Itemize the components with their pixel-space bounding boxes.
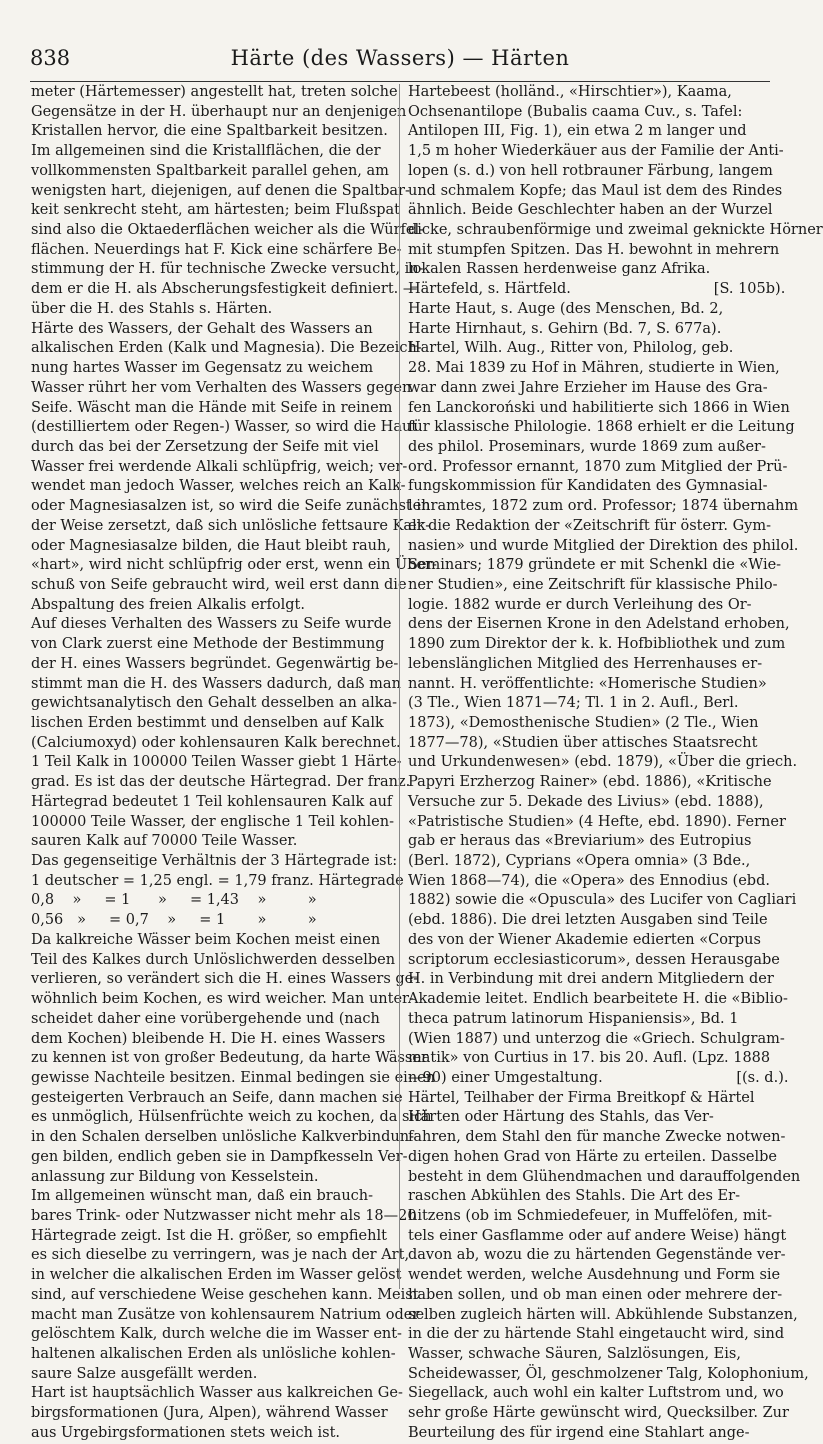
- text-line: fen Lanckoroński und habilitierte sich 1866 in Wien: [408, 399, 790, 416]
- text-line: (Berl. 1872), Cyprians «Opera omnia» (3 Bde.,: [408, 853, 751, 870]
- text-line: Härtegrad bedeutet 1 Teil kohlensauren Kalk auf: [31, 793, 393, 810]
- text-line: digen hohen Grad von Härte zu erteilen. Dasselbe: [408, 1148, 777, 1165]
- text-line: wenigsten hart, diejenigen, auf denen die Spaltbar-: [31, 182, 410, 199]
- text-line: lopen (s. d.) von hell rotbrauner Färbung, langem: [408, 162, 773, 179]
- text-line: ord. Professor ernannt, 1870 zum Mitglied der Prü-: [408, 458, 788, 475]
- text-line: Gegensätze in der H. überhaupt nur an denjenigen: [31, 103, 407, 120]
- text-line: «hart», wird nicht schlüpfrig oder erst, wenn ein Über-: [31, 557, 437, 574]
- text-line: und Urkundenwesen» (ebd. 1879), «Über die griech.: [408, 754, 798, 771]
- text-line: fungskommission für Kandidaten des Gymnasial-: [408, 478, 768, 495]
- text-line: theca patrum latinorum Hispaniensis», Bd. 1: [408, 1010, 739, 1027]
- text-line: in die der zu härtende Stahl eingetaucht wird, sind: [408, 1326, 785, 1343]
- text-line: des von der Wiener Akademie edierten «Corpus: [408, 931, 761, 948]
- text-line: schuß von Seife gebraucht wird, weil erst dann die: [31, 576, 407, 593]
- text-line: 1882) sowie die «Opuscula» des Lucifer von Cagliari: [408, 892, 797, 909]
- text-line: sind, auf verschiedene Weise geschehen kann. Meist: [31, 1286, 419, 1303]
- text-line: selben zugleich härten will. Abkühlende Substanzen,: [408, 1306, 798, 1323]
- text-line: vollkommensten Spaltbarkeit parallel gehen, am: [31, 162, 389, 179]
- text-line: (ebd. 1886). Die drei letzten Ausgaben sind Teile: [408, 912, 768, 929]
- text-line: Antilopen III, Fig. 1), ein etwa 2 m langer und: [408, 123, 747, 140]
- text-line: gesteigerten Verbrauch an Seife, dann machen sie: [31, 1089, 403, 1106]
- text-line: stimmung der H. für technische Zwecke versucht, in-: [31, 261, 424, 278]
- text-line: sehr große Härte gewünscht wird, Quecksilber. Zur: [408, 1405, 789, 1422]
- text-line: gewichtsanalytisch den Gehalt desselben an alka-: [31, 695, 398, 712]
- left-column: [31, 83, 437, 1444]
- text-line: lokalen Rassen herdenweise ganz Afrika.: [408, 261, 711, 278]
- text-line: mit stumpfen Spitzen. Das H. bewohnt in mehrern: [408, 241, 780, 258]
- text-line: haltenen alkalischen Erden als unlösliche kohlen-: [31, 1346, 396, 1362]
- text-line: (Wien 1887) und unterzog die «Griech. Schulgram-: [408, 1030, 785, 1047]
- page-number: 838: [30, 46, 71, 70]
- text-line: (destilliertem oder Regen-) Wasser, so wird die Haut: [31, 419, 418, 436]
- text-line: in den Schalen derselben unlösliche Kalkverbindun-: [31, 1129, 414, 1146]
- text-line: dem er die H. als Abscherungsfestigkeit definiert. —: [31, 281, 418, 298]
- text-line: dicke, schraubenförmige und zweimal geknickte Hörner: [408, 222, 823, 239]
- text-line: Abspaltung des freien Alkalis erfolgt.: [31, 596, 305, 613]
- text-line: Wasser frei werdende Alkali schlüpfrig, weich; ver-: [31, 458, 408, 475]
- text-line: Seife. Wäscht man die Hände mit Seife in reinem: [31, 399, 393, 416]
- text-line: Im allgemeinen sind die Kristallflächen, die der: [31, 143, 381, 160]
- text-line: oder Magnesiasalze bilden, die Haut bleibt rauh,: [31, 537, 391, 554]
- text-line: Hartel, Wilh. Aug., Ritter von, Philolog, geb.: [408, 340, 734, 357]
- text-line: Akademie leitet. Endlich bearbeitete H. die «Biblio-: [408, 991, 788, 1008]
- text-line: wendet man jedoch Wasser, welches reich an Kalk-: [31, 478, 406, 495]
- text-line: von Clark zuerst eine Methode der Bestimmung: [31, 636, 385, 653]
- text-line: bares Trink- oder Nutzwasser nicht mehr als 18—20: [31, 1207, 417, 1224]
- text-line: sauren Kalk auf 70000 Teile Wasser.: [31, 833, 298, 850]
- text-line: nasien» und wurde Mitglied der Direktion des philol.: [408, 537, 799, 554]
- text-line: H. in Verbindung mit drei andern Mitgliedern der: [408, 971, 774, 988]
- text-line: 1 deutscher = 1,25 engl. = 1,79 franz. Härtegrade: [31, 872, 404, 889]
- text-line: verlieren, so verändert sich die H. eines Wassers ge-: [31, 971, 419, 988]
- text-line: (Calciumoxyd) oder kohlensauren Kalk berechnet.: [31, 734, 401, 751]
- running-title: Härte (des Wassers) — Härten: [230, 46, 570, 70]
- text-line: nannt. H. veröffentlichte: «Homerische Studien»: [408, 675, 767, 692]
- text-line: Versuche zur 5. Dekade des Livius» (ebd. 1888),: [408, 793, 764, 810]
- text-line: Seminars; 1879 gründete er mit Schenkl die «Wie-: [408, 557, 782, 574]
- text-line: saure Salze ausgefällt werden.: [31, 1365, 258, 1382]
- text-line: tels einer Gasflamme oder auf andere Weise) hängt: [408, 1227, 787, 1244]
- text-line: 1,5 m hoher Wiederkäuer aus der Familie der Anti-: [408, 143, 784, 160]
- text-line: zu kennen ist von großer Bedeutung, da harte Wässer: [31, 1050, 428, 1067]
- text-line: «Patristische Studien» (4 Hefte, ebd. 1890). Ferner: [408, 813, 786, 830]
- text-line: Siegellack, auch wohl ein kalter Luftstrom und, wo: [408, 1385, 784, 1402]
- text-line: raschen Abkühlen des Stahls. Die Art des Er-: [408, 1188, 740, 1205]
- text-line: dem Kochen) bleibende H. Die H. eines Wassers: [31, 1030, 386, 1047]
- text-line: Wasser rührt her vom Verhalten des Wassers gegen: [31, 379, 412, 396]
- text-line: Ochsenantilope (Bubalis caama Cuv., s. Tafel:: [408, 103, 743, 120]
- text-line: Härtegrade zeigt. Ist die H. größer, so empfiehlt: [31, 1227, 387, 1244]
- text-line: der H. eines Wassers begründet. Gegenwärtig be-: [31, 655, 399, 672]
- text-line: 1 Teil Kalk in 100000 Teilen Wasser giebt 1 Härte-: [31, 754, 402, 771]
- text-line: Harte Haut, s. Auge (des Menschen, Bd. 2,: [408, 300, 724, 317]
- text-line: Da kalkreiche Wässer beim Kochen meist einen: [31, 931, 381, 948]
- text-line: flächen. Neuerdings hat F. Kick eine schärfere Be-: [31, 241, 402, 258]
- text-line: 0,56 » = 0,7 » = 1 » »: [31, 912, 317, 929]
- text-line: keit senkrecht steht, am härtesten; beim Flußspat: [31, 202, 401, 219]
- right-column: [408, 83, 823, 1444]
- text-line: oder Magnesiasalzen ist, so wird die Seife zunächst in: [31, 498, 431, 515]
- text-line: über die H. des Stahls s. Härten.: [31, 300, 273, 317]
- text-line: —90) einer Umgestaltung. [(s. d.).: [408, 1069, 789, 1086]
- text-line: stimmt man die H. des Wassers dadurch, daß man: [31, 675, 401, 692]
- text-line: nung hartes Wasser im Gegensatz zu weichem: [31, 360, 374, 377]
- text-line: war dann zwei Jahre Erzieher im Hause des Gra-: [408, 379, 768, 396]
- text-line: Teil des Kalkes durch Unlöslichwerden desselben: [31, 951, 396, 968]
- text-line: durch das bei der Zersetzung der Seife mit viel: [31, 438, 379, 455]
- text-line: besteht in dem Glühendmachen und darauffolgenden: [408, 1168, 801, 1185]
- text-line: Hart ist hauptsächlich Wasser aus kalkreichen Ge-: [31, 1385, 403, 1402]
- text-line: haben sollen, und ob man einen oder mehrere der-: [408, 1286, 783, 1303]
- text-line: 1877—78), «Studien über attisches Staatsrecht: [408, 734, 758, 751]
- text-line: aus Urgebirgsformationen stets weich ist.: [31, 1424, 341, 1441]
- text-line: hitzens (ob im Schmiedefeuer, in Muffelöfen, mit-: [408, 1207, 772, 1224]
- text-line: es unmöglich, Hülsenfrüchte weich zu kochen, da sich: [31, 1109, 432, 1126]
- text-line: macht man Zusätze von kohlensaurem Natrium oder: [31, 1306, 420, 1323]
- text-line: des philol. Proseminars, wurde 1869 zum außer-: [408, 438, 766, 455]
- text-line: Das gegenseitige Verhältnis der 3 Härtegrade ist:: [31, 853, 398, 870]
- text-line: ner Studien», eine Zeitschrift für klassische Philo-: [408, 576, 778, 593]
- text-line: in welcher die alkalischen Erden im Wasser gelöst: [31, 1267, 402, 1284]
- text-line: 100000 Teile Wasser, der englische 1 Teil kohlen-: [31, 813, 394, 830]
- text-line: 1890 zum Direktor der k. k. Hofbibliothek und zum: [408, 636, 786, 653]
- text-line: Härtefeld, s. Härtfeld. [S. 105b).: [408, 281, 786, 298]
- text-line: matik» von Curtius in 17. bis 20. Aufl. (Lpz. 1888: [408, 1050, 771, 1067]
- text-line: scriptorum ecclesiasticorum», dessen Herausgabe: [408, 951, 780, 968]
- text-line: fahren, dem Stahl den für manche Zwecke notwen-: [408, 1129, 786, 1146]
- text-line: er die Redaktion der «Zeitschrift für österr. Gym-: [408, 517, 771, 534]
- text-line: Papyri Erzherzog Rainer» (ebd. 1886), «Kritische: [408, 774, 772, 791]
- text-line: und schmalem Kopfe; das Maul ist dem des Rindes: [408, 182, 783, 199]
- text-line: sind also die Oktaederflächen weicher als die Würfel-: [31, 222, 425, 239]
- text-line: alkalischen Erden (Kalk und Magnesia). Die Bezeich-: [31, 340, 422, 357]
- text-line: Härten oder Härtung des Stahls, das Ver-: [408, 1109, 714, 1126]
- text-line: Auf dieses Verhalten des Wassers zu Seife wurde: [31, 616, 392, 633]
- text-line: 28. Mai 1839 zu Hof in Mähren, studierte in Wien,: [408, 360, 780, 377]
- text-line: Härtel, Teilhaber der Firma Breitkopf & Härtel: [408, 1089, 755, 1106]
- text-line: Im allgemeinen wünscht man, daß ein brauch-: [31, 1188, 374, 1205]
- page-header: [30, 38, 770, 78]
- text-line: anlassung zur Bildung von Kesselstein.: [31, 1168, 319, 1185]
- header-rule: [30, 81, 770, 82]
- text-line: Hartebeest (holländ., «Hirschtier»), Kaama,: [408, 84, 732, 100]
- text-line: davon ab, wozu die zu härtenden Gegenstände ver-: [408, 1247, 786, 1264]
- column-divider: [399, 84, 400, 1289]
- text-line: Kristallen hervor, die eine Spaltbarkeit besitzen.: [31, 123, 388, 140]
- text-line: (3 Tle., Wien 1871—74; Tl. 1 in 2. Aufl., Berl.: [408, 695, 739, 712]
- text-line: 0,8 » = 1 » = 1,43 » »: [31, 892, 317, 909]
- text-line: für klassische Philologie. 1868 erhielt er die Leitung: [408, 419, 795, 436]
- text-line: lebenslänglichen Mitglied des Herrenhauses er-: [408, 655, 763, 672]
- text-line: meter (Härtemesser) angestellt hat, treten solche: [31, 84, 398, 100]
- text-line: Harte Hirnhaut, s. Gehirn (Bd. 7, S. 677a).: [408, 320, 722, 337]
- text-line: Wasser, schwache Säuren, Salzlösungen, Eis,: [408, 1346, 741, 1362]
- text-line: der Weise zersetzt, daß sich unlösliche fettsaure Kalk-: [31, 517, 431, 534]
- text-line: dens der Eisernen Krone in den Adelstand erhoben,: [408, 616, 790, 633]
- text-line: gewisse Nachteile besitzen. Einmal bedingen sie einen: [31, 1069, 436, 1086]
- text-line: wöhnlich beim Kochen, es wird weicher. Man unter-: [31, 991, 414, 1008]
- text-line: logie. 1882 wurde er durch Verleihung des Or-: [408, 596, 752, 613]
- text-line: birgsformationen (Jura, Alpen), während Wasser: [31, 1405, 388, 1422]
- text-line: Beurteilung des für irgend eine Stahlart ange-: [408, 1424, 750, 1441]
- text-line: grad. Es ist das der deutsche Härtegrad. Der franz.: [31, 774, 411, 791]
- text-line: wendet werden, welche Ausdehnung und Form sie: [408, 1267, 781, 1284]
- text-line: Scheidewasser, Öl, geschmolzener Talg, Kolophonium,: [408, 1365, 809, 1382]
- text-line: lehramtes, 1872 zum ord. Professor; 1874 übernahm: [408, 498, 799, 515]
- text-line: gelöschtem Kalk, durch welche die im Wasser ent-: [31, 1326, 402, 1343]
- text-line: lischen Erden bestimmt und denselben auf Kalk: [31, 715, 384, 731]
- text-line: Härte des Wassers, der Gehalt des Wassers an: [31, 320, 373, 337]
- text-line: gab er heraus das «Breviarium» des Eutropius: [408, 833, 752, 850]
- text-line: ähnlich. Beide Geschlechter haben an der Wurzel: [408, 202, 773, 219]
- text-line: scheidet daher eine vorübergehende und (nach: [31, 1010, 380, 1027]
- text-line: gen bilden, endlich geben sie in Dampfkesseln Ver-: [31, 1148, 408, 1165]
- text-line: es sich dieselbe zu verringern, was je nach der Art,: [31, 1247, 410, 1264]
- text-line: Wien 1868—74), die «Opera» des Ennodius (ebd.: [408, 872, 770, 889]
- text-line: 1873), «Demosthenische Studien» (2 Tle., Wien: [408, 715, 759, 731]
